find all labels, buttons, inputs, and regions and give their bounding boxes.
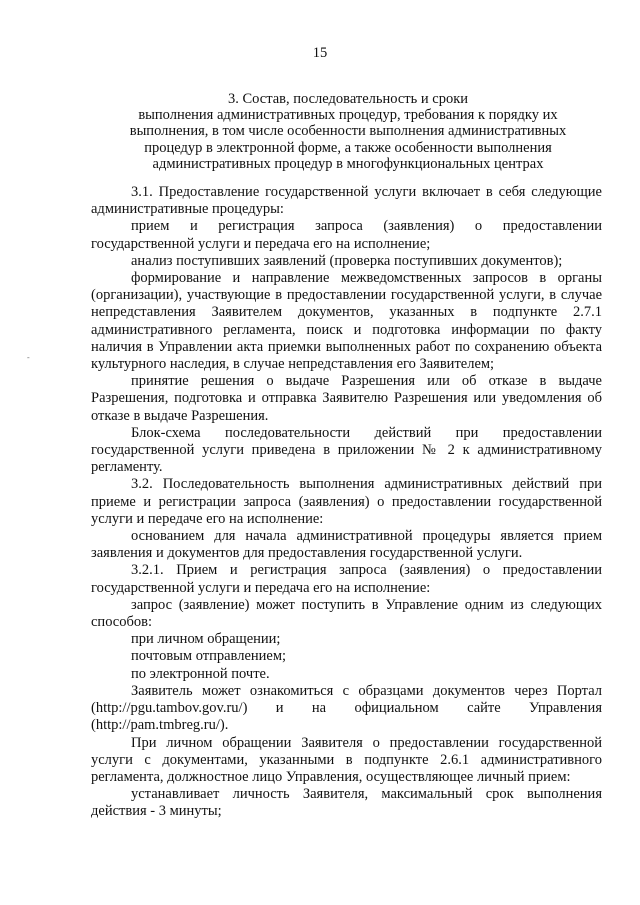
paragraph: 3.1. Предоставление государственной услуги включает в себя следующие административные процедуры: — [91, 184, 602, 218]
paragraph: Блок-схема последовательности действий при предоставлении государственной услуги приведена в приложении № 2 к административному регламенту. — [91, 424, 602, 476]
paragraph: основанием для начала административной процедуры является прием заявления и документов для предоставления государственной услуги. — [91, 528, 602, 562]
paragraph: прием и регистрация запроса (заявления) о предоставлении государственной услуги и передача его на исполнение; — [91, 218, 602, 252]
paragraph: формирование и направление межведомственных запросов в органы (организации), участвующие в предоставлении государственной услуги, в случае непредставления Заявителем документов, указанных в подпункте 2.7.1 административного регламента, поиск и подготовка информации по факту наличия в Управлении акта приемки выполненных работ по сохранению объекта культурного наследия, в случае непредставления его Заявителем; — [91, 270, 602, 373]
paragraph: Заявитель может ознакомиться с образцами документов через Портал (http://pgu.tambov.gov.ru/) и на официальном сайте Управления (http://pam.tmbreg.ru/). — [91, 682, 602, 734]
paragraph: запрос (заявление) может поступить в Управление одним из следующих способов: — [91, 596, 602, 631]
paragraph: 3.2.1. Прием и регистрация запроса (заявления) о предоставлении государственной услуги и передача его на исполнение: — [91, 562, 602, 596]
body-text — [91, 184, 602, 821]
list-item: по электронной почте. — [131, 665, 270, 682]
heading-line: выполнения, в том числе особенности выполнения административных — [129, 123, 567, 140]
section-heading — [88, 91, 608, 172]
paragraph: 3.2. Последовательность выполнения административных действий при приеме и регистрации запроса (заявления) о предоставлении государственной услуги и передаче его на исполнение: — [91, 476, 602, 527]
heading-line: административных процедур в многофункциональных центрах — [152, 155, 544, 172]
list-item: при личном обращении; — [131, 631, 281, 648]
paragraph: устанавливает личность Заявителя, максимальный срок выполнения действия - 3 минуты; — [91, 786, 602, 820]
heading-line: процедур в электронной форме, а также особенности выполнения — [144, 139, 552, 156]
paragraph: анализ поступивших заявлений (проверка поступивших документов); — [131, 252, 563, 269]
margin-mark: - — [27, 353, 30, 362]
page-number: 15 — [312, 45, 328, 61]
paragraph: При личном обращении Заявителя о предоставлении государственной услуги с документами, указанными в подпункте 2.6.1 административного регламента, должностное лицо Управления, осуществляющее личный прием: — [91, 734, 602, 785]
list-item: почтовым отправлением; — [131, 648, 287, 665]
heading-line: выполнения административных процедур, требования к порядку их — [138, 107, 558, 124]
paragraph: принятие решения о выдаче Разрешения или об отказе в выдаче Разрешения, подготовка и отправка Заявителю Разрешения или уведомления об отказе в выдаче Разрешения. — [91, 373, 602, 424]
heading-line: 3. Состав, последовательность и сроки — [227, 91, 469, 107]
